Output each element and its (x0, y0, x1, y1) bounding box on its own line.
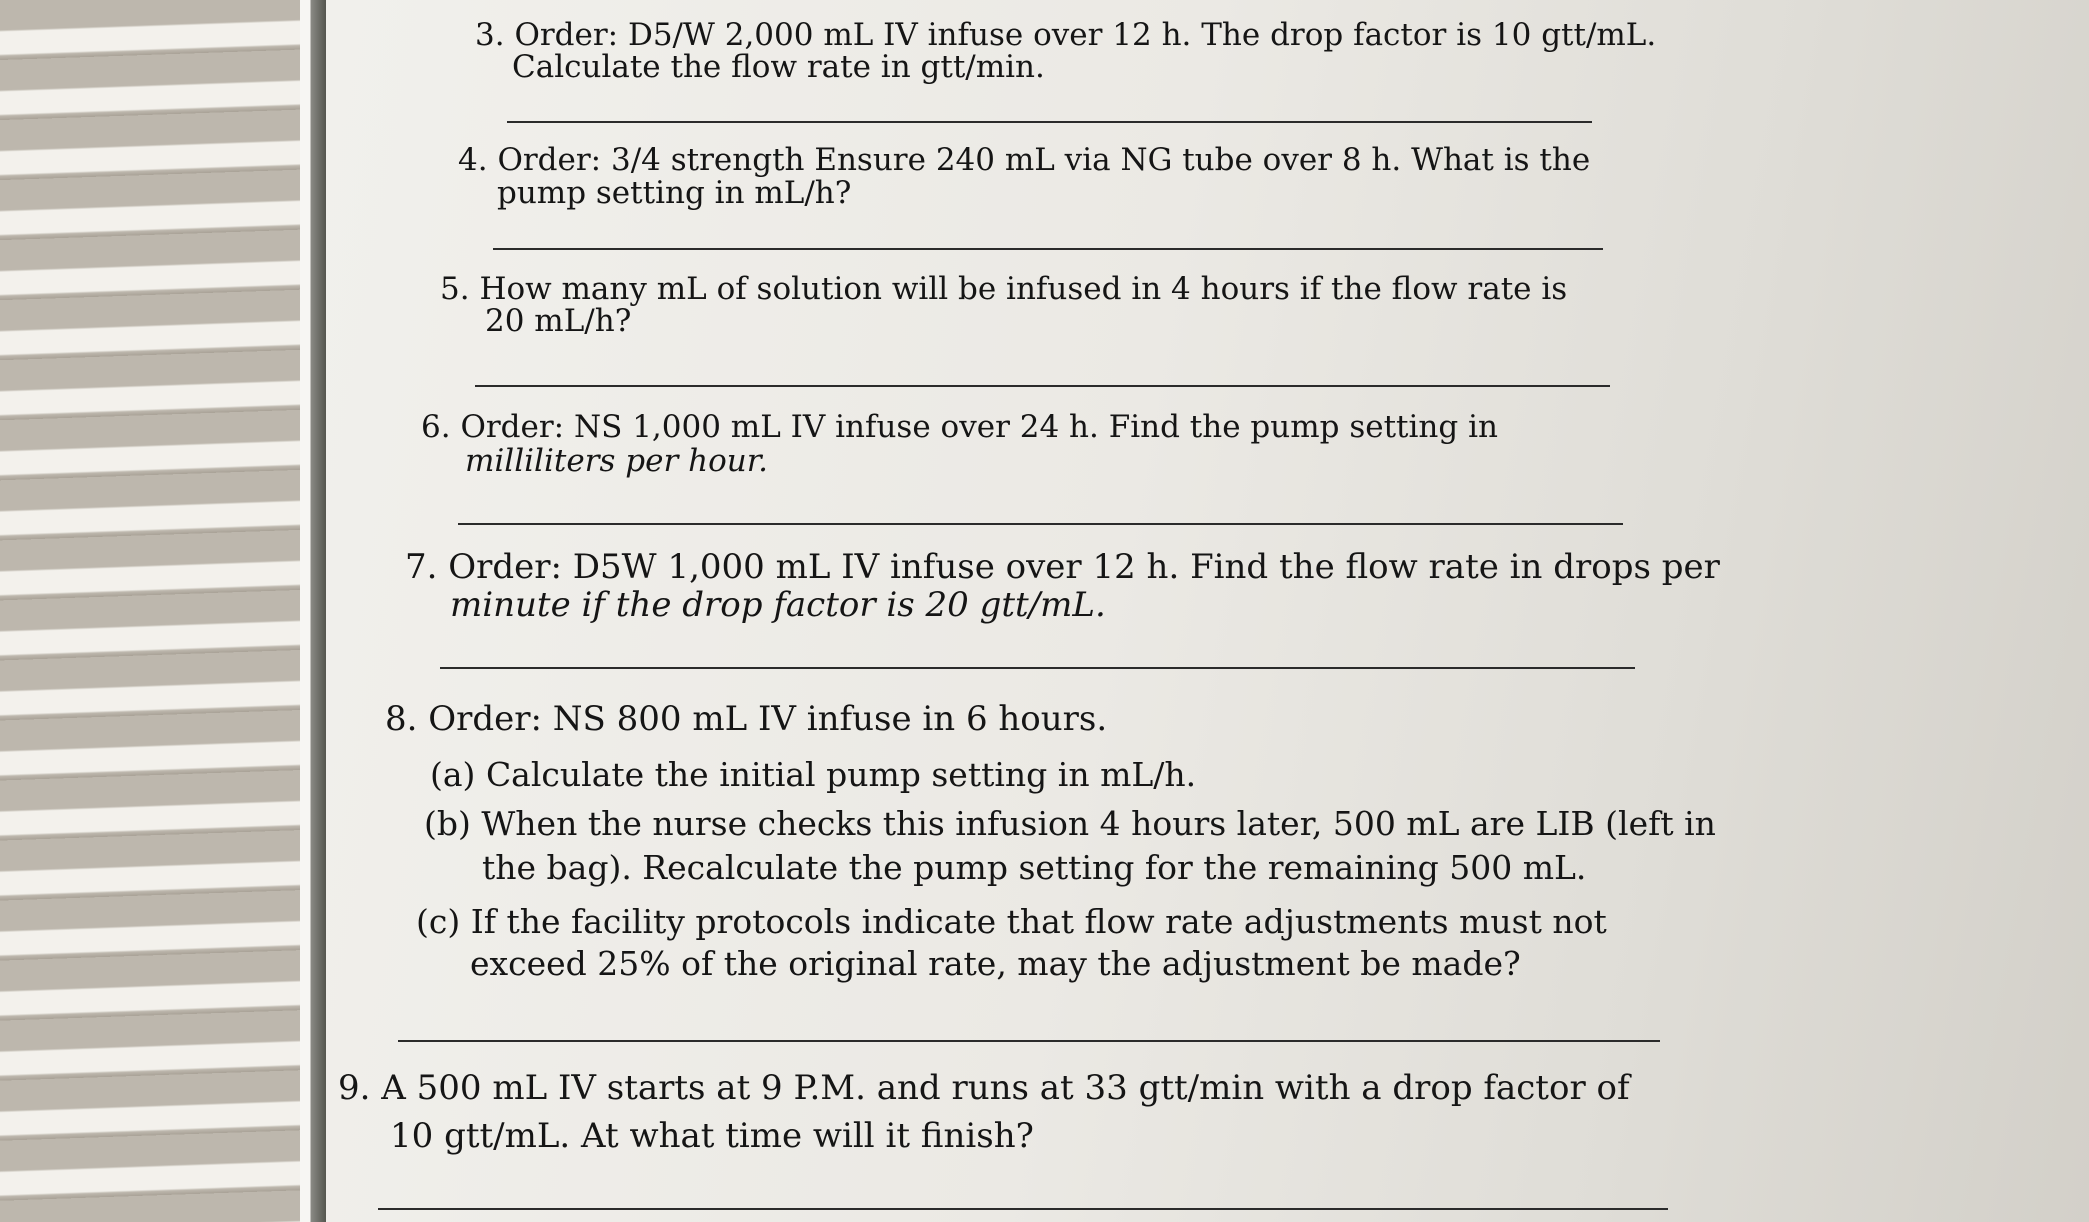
question-8a (430, 754, 1196, 796)
answer-line-9[interactable] (378, 1208, 1668, 1210)
question-6-line2: milliliters per hour. (465, 443, 768, 479)
question-4-line2-row (497, 174, 851, 213)
question-8c-line2-row (470, 943, 1521, 985)
question-5-number: 5. (440, 271, 470, 307)
question-5-line1: How many mL of solution will be infused in 4 hours if the flow rate is (479, 271, 1568, 307)
page-edge (300, 0, 326, 1222)
question-6-line2-row (465, 442, 768, 481)
answer-line-8[interactable] (398, 1040, 1660, 1042)
question-8c-line2: exceed 25% of the original rate, may the adjustment be made? (470, 944, 1521, 983)
question-3-line2: Calculate the flow rate in gtt/min. (512, 49, 1045, 85)
question-7-line1: Order: D5W 1,000 mL IV infuse over 12 h. Find the flow rate in drops per (448, 547, 1720, 587)
question-4-line1: Order: 3/4 strength Ensure 240 mL via NG tube over 8 h. What is the (497, 142, 1591, 178)
answer-line-7[interactable] (440, 667, 1635, 669)
question-7-line2-row (450, 583, 1106, 627)
question-9 (338, 1066, 1630, 1110)
question-4-line2: pump setting in mL/h? (497, 175, 852, 211)
question-8b-line2-row (482, 847, 1586, 889)
question-8b-line1: When the nurse checks this infusion 4 hours later, 500 mL are LIB (left in (481, 804, 1716, 843)
question-8b-line2: the bag). Recalculate the pump setting for the remaining 500 mL. (482, 848, 1587, 887)
question-8c-label: (c) (416, 902, 461, 941)
question-9-line2: 10 gtt/mL. At what time will it finish? (390, 1116, 1034, 1156)
question-7-line2: minute if the drop factor is 20 gtt/mL. (450, 585, 1106, 625)
question-5-line2: 20 mL/h? (485, 303, 632, 339)
question-8b-label: (b) (424, 804, 471, 843)
question-3-line1: Order: D5/W 2,000 mL IV infuse over 12 h. The drop factor is 10 gtt/mL. (514, 17, 1657, 53)
question-6-number: 6. (421, 409, 451, 445)
question-6-line1: Order: NS 1,000 mL IV infuse over 24 h. Find the pump setting in (460, 409, 1498, 445)
question-8a-label: (a) (430, 755, 476, 794)
question-3-line2-row (512, 48, 1045, 87)
question-4-number: 4. (458, 142, 488, 178)
question-8c-line1: If the facility protocols indicate that flow rate adjustments must not (470, 902, 1607, 941)
question-8-number: 8. (385, 699, 418, 739)
question-8a-text: Calculate the initial pump setting in mL/h. (485, 755, 1197, 794)
question-9-line2-row (390, 1114, 1034, 1158)
question-7-number: 7. (405, 547, 438, 587)
answer-line-5[interactable] (475, 385, 1610, 387)
answer-line-6[interactable] (458, 523, 1623, 525)
question-8c (416, 901, 1607, 943)
question-8b (424, 803, 1716, 845)
question-8 (385, 697, 1107, 741)
answer-line-4[interactable] (493, 248, 1603, 250)
answer-line-3[interactable] (507, 121, 1592, 123)
question-5-line2-row (485, 302, 631, 341)
question-9-number: 9. (338, 1068, 371, 1108)
binder-rings (0, 0, 300, 1222)
question-9-line1: A 500 mL IV starts at 9 P.M. and runs at 33 gtt/min with a drop factor of (381, 1068, 1630, 1108)
question-8-line1: Order: NS 800 mL IV infuse in 6 hours. (428, 699, 1108, 739)
question-3-number: 3. (475, 17, 505, 53)
